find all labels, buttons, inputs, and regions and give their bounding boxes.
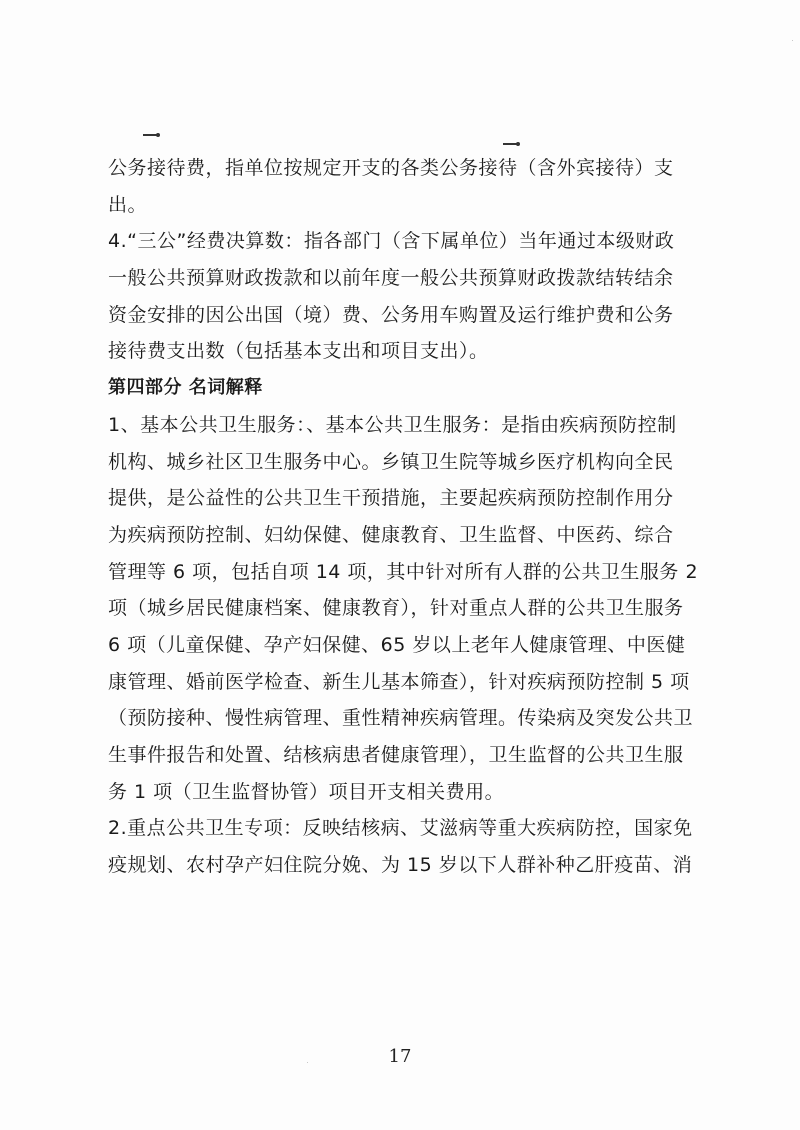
text-line: 提供，是公益性的公共卫生干预措施，主要起疾病预防控制作用分 bbox=[108, 487, 674, 510]
ink-mark bbox=[503, 143, 517, 145]
text-line: 务 1 项（卫生监督协管）项目开支相关费用。 bbox=[108, 780, 505, 803]
text-line: 出。 bbox=[108, 193, 148, 216]
text-line: 一般公共预算财政拨款和以前年度一般公共预算财政拨款结转结余 bbox=[108, 267, 674, 290]
text-line: 生事件报告和处置、结核病患者健康管理），卫生监督的公共卫生服 bbox=[108, 744, 684, 766]
text-line: 资金安排的因公出国（境）费、公务用车购置及运行维护费和公务 bbox=[108, 303, 674, 326]
text-line: 为疾病预防控制、妇幼保健、健康教育、卫生监督、中医药、综合 bbox=[108, 523, 674, 546]
text-line: 疫规划、农村孕产妇住院分娩、为 15 岁以下人群补种乙肝疫苗、消 bbox=[108, 854, 693, 877]
scan-speck bbox=[792, 40, 793, 41]
text-line: 接待费支出数（包括基本支出和项目支出）。 bbox=[108, 340, 489, 363]
text-line: 6 项（儿童保健、孕产妇保健、65 岁以上老年人健康管理、中医健 bbox=[108, 633, 686, 656]
text-line: （预防接种、慢性病管理、重性精神疾病管理。传染病及突发公共卫 bbox=[108, 707, 694, 730]
section-heading: 第四部分 名词解释 bbox=[108, 377, 263, 399]
body-text bbox=[108, 150, 708, 884]
text-line: 管理等 6 项，包括自项 14 项，其中针对所有人群的公共卫生服务 2 bbox=[108, 560, 699, 583]
page-number: 17 bbox=[388, 1046, 412, 1067]
text-line: 1、基本公共卫生服务：、基本公共卫生服务：是指由疾病预防控制 bbox=[108, 413, 677, 436]
text-line: 项（城乡居民健康档案、健康教育），针对重点人群的公共卫生服务 bbox=[108, 597, 684, 620]
text-line: 4.“三公”经费决算数：指各部门（含下属单位）当年通过本级财政 bbox=[108, 230, 675, 253]
text-line: 机构、城乡社区卫生服务中心。乡镇卫生院等城乡医疗机构向全民 bbox=[108, 450, 674, 473]
text-line: 公务接待费，指单位按规定开支的各类公务接待（含外宾接待）支 bbox=[108, 157, 674, 179]
text-line: 康管理、婚前医学检查、新生儿基本筛查），针对疾病预防控制 5 项 bbox=[108, 670, 690, 693]
ink-mark bbox=[143, 134, 157, 136]
text-line: 2.重点公共卫生专项：反映结核病、艾滋病等重大疾病防控，国家免 bbox=[108, 817, 693, 840]
